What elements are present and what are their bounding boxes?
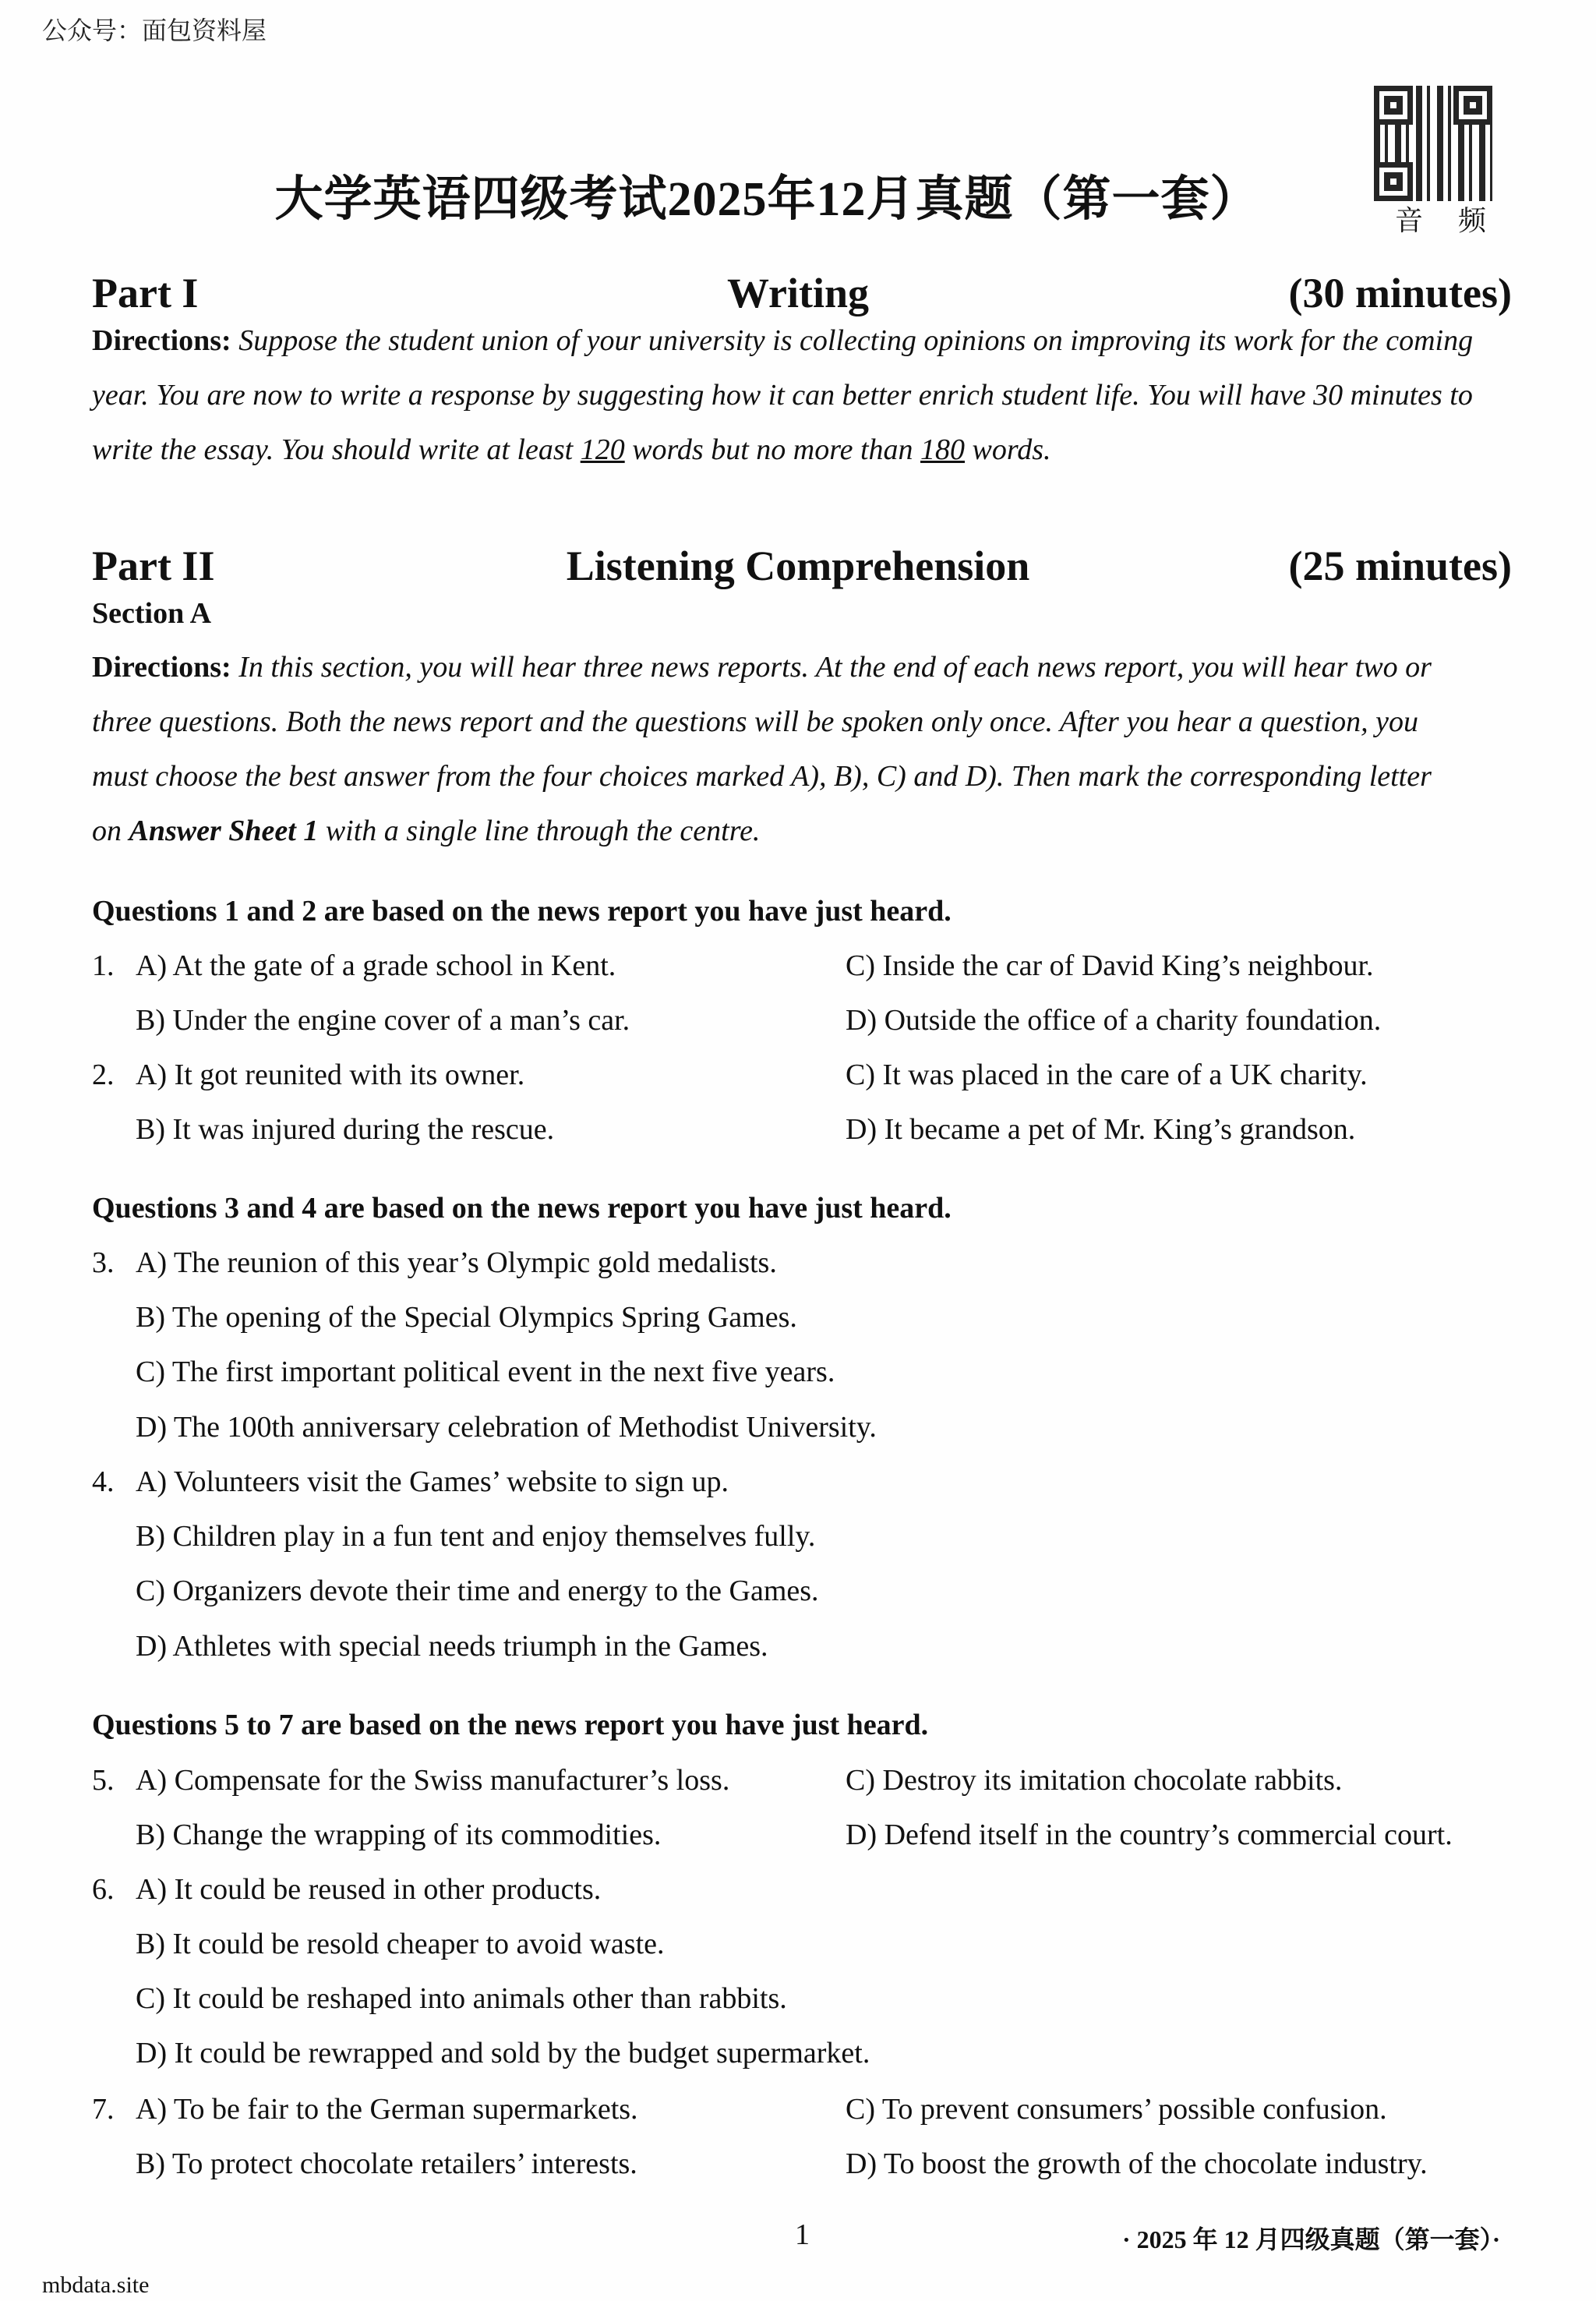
part2-directions-3: must choose the best answer from the four choices marked A), B), C) and D). Then mark the corresponding letter: [92, 760, 1432, 793]
option-c: C) Inside the car of David King’s neighbour.: [846, 949, 1374, 982]
part1-directions-1: [92, 323, 1518, 358]
question-number: 6.: [92, 1873, 115, 1906]
directions-label: Directions:: [92, 651, 231, 684]
option-d: D) The 100th anniversary celebration of Methodist University.: [136, 1411, 877, 1444]
option-c: C) Organizers devote their time and energy to the Games.: [136, 1575, 819, 1607]
part1-label: Part I: [92, 270, 199, 316]
text: words but no more than: [624, 433, 921, 466]
qr-code-icon[interactable]: [1374, 86, 1492, 201]
text: on: [92, 815, 129, 847]
option-b: B) The opening of the Special Olympics Spring Games.: [136, 1301, 797, 1334]
option-a: A) It got reunited with its owner.: [136, 1059, 525, 1091]
question-number: 1.: [92, 949, 115, 982]
group-header: Questions 5 to 7 are based on the news report you have just heard.: [92, 1709, 929, 1741]
part2-directions-1: [92, 650, 1518, 684]
question-number: 2.: [92, 1059, 115, 1091]
part2-directions-2: three questions. Both the news report and the questions will be spoken only once. After you hear a question, you: [92, 705, 1419, 738]
question-number: 4.: [92, 1465, 115, 1498]
option-b: B) Change the wrapping of its commodities.: [136, 1819, 662, 1851]
option-d: D) Athletes with special needs triumph in the Games.: [136, 1630, 768, 1663]
option-c: C) The first important political event in the next five years.: [136, 1356, 835, 1388]
option-c: C) It was placed in the care of a UK charity.: [846, 1059, 1368, 1091]
min-words: 120: [580, 433, 625, 466]
text: write the essay. You should write at least: [92, 433, 581, 466]
directions-text: Suppose the student union of your university is collecting opinions on improving its work for the coming: [238, 324, 1474, 357]
watermark: 公众号：面包资料屋: [42, 16, 267, 44]
option-d: D) It could be rewrapped and sold by the budget supermarket.: [136, 2037, 870, 2069]
option-a: A) To be fair to the German supermarkets.: [136, 2093, 638, 2126]
directions-label: Directions:: [92, 324, 231, 357]
option-d: D) It became a pet of Mr. King’s grandson.: [846, 1113, 1356, 1146]
option-d: D) Defend itself in the country’s commercial court.: [846, 1819, 1453, 1851]
option-d: D) To boost the growth of the chocolate industry.: [846, 2147, 1428, 2180]
option-b: B) To protect chocolate retailers’ interests.: [136, 2147, 637, 2180]
part2-label: Part II: [92, 543, 215, 589]
option-a: A) At the gate of a grade school in Kent.: [136, 949, 616, 982]
page-number: 1: [795, 2218, 810, 2251]
footer-title: · 2025 年 12 月四级真题（第一套）·: [1122, 2225, 1501, 2253]
part1-name: Writing: [726, 270, 869, 316]
option-c: C) It could be reshaped into animals other than rabbits.: [136, 1982, 787, 2015]
part1-directions-3: [92, 433, 1518, 467]
part1-time: (30 minutes): [1288, 270, 1512, 316]
option-a: A) It could be reused in other products.: [136, 1873, 602, 1906]
qr-caption: 音 频: [1395, 205, 1501, 236]
text: words.: [965, 433, 1051, 466]
option-c: C) Destroy its imitation chocolate rabbits.: [846, 1764, 1343, 1797]
question-number: 5.: [92, 1764, 115, 1797]
text: with a single line through the centre.: [318, 815, 761, 847]
section-a: Section A: [92, 597, 212, 630]
group-header: Questions 3 and 4 are based on the news report you have just heard.: [92, 1192, 952, 1225]
part2-directions-4: [92, 814, 1518, 848]
option-b: B) Children play in a fun tent and enjoy themselves fully.: [136, 1520, 816, 1553]
option-b: B) It could be resold cheaper to avoid waste.: [136, 1928, 665, 1960]
question-number: 7.: [92, 2093, 115, 2126]
part1-directions-2: year. You are now to write a response by suggesting how it can better enrich student life. You will have 30 minutes to: [92, 379, 1473, 412]
group-header: Questions 1 and 2 are based on the news report you have just heard.: [92, 895, 952, 928]
option-c: C) To prevent consumers’ possible confusion.: [846, 2093, 1387, 2126]
directions-text: In this section, you will hear three news reports. At the end of each news report, you will hear two or: [238, 651, 1432, 684]
question-number: 3.: [92, 1246, 115, 1279]
option-a: A) Compensate for the Swiss manufacturer’s loss.: [136, 1764, 730, 1797]
part2-time: (25 minutes): [1288, 543, 1512, 589]
option-b: B) Under the engine cover of a man’s car.: [136, 1004, 630, 1037]
exam-title: 大学英语四级考试2025年12月真题（第一套）: [274, 173, 1259, 226]
site-watermark: mbdata.site: [42, 2272, 150, 2298]
option-b: B) It was injured during the rescue.: [136, 1113, 555, 1146]
answer-sheet: Answer Sheet 1: [129, 815, 319, 847]
max-words: 180: [920, 433, 966, 466]
part2-name: Listening Comprehension: [566, 543, 1030, 589]
option-a: A) Volunteers visit the Games’ website to sign up.: [136, 1465, 729, 1498]
option-a: A) The reunion of this year’s Olympic gold medalists.: [136, 1246, 777, 1279]
option-d: D) Outside the office of a charity foundation.: [846, 1004, 1382, 1037]
